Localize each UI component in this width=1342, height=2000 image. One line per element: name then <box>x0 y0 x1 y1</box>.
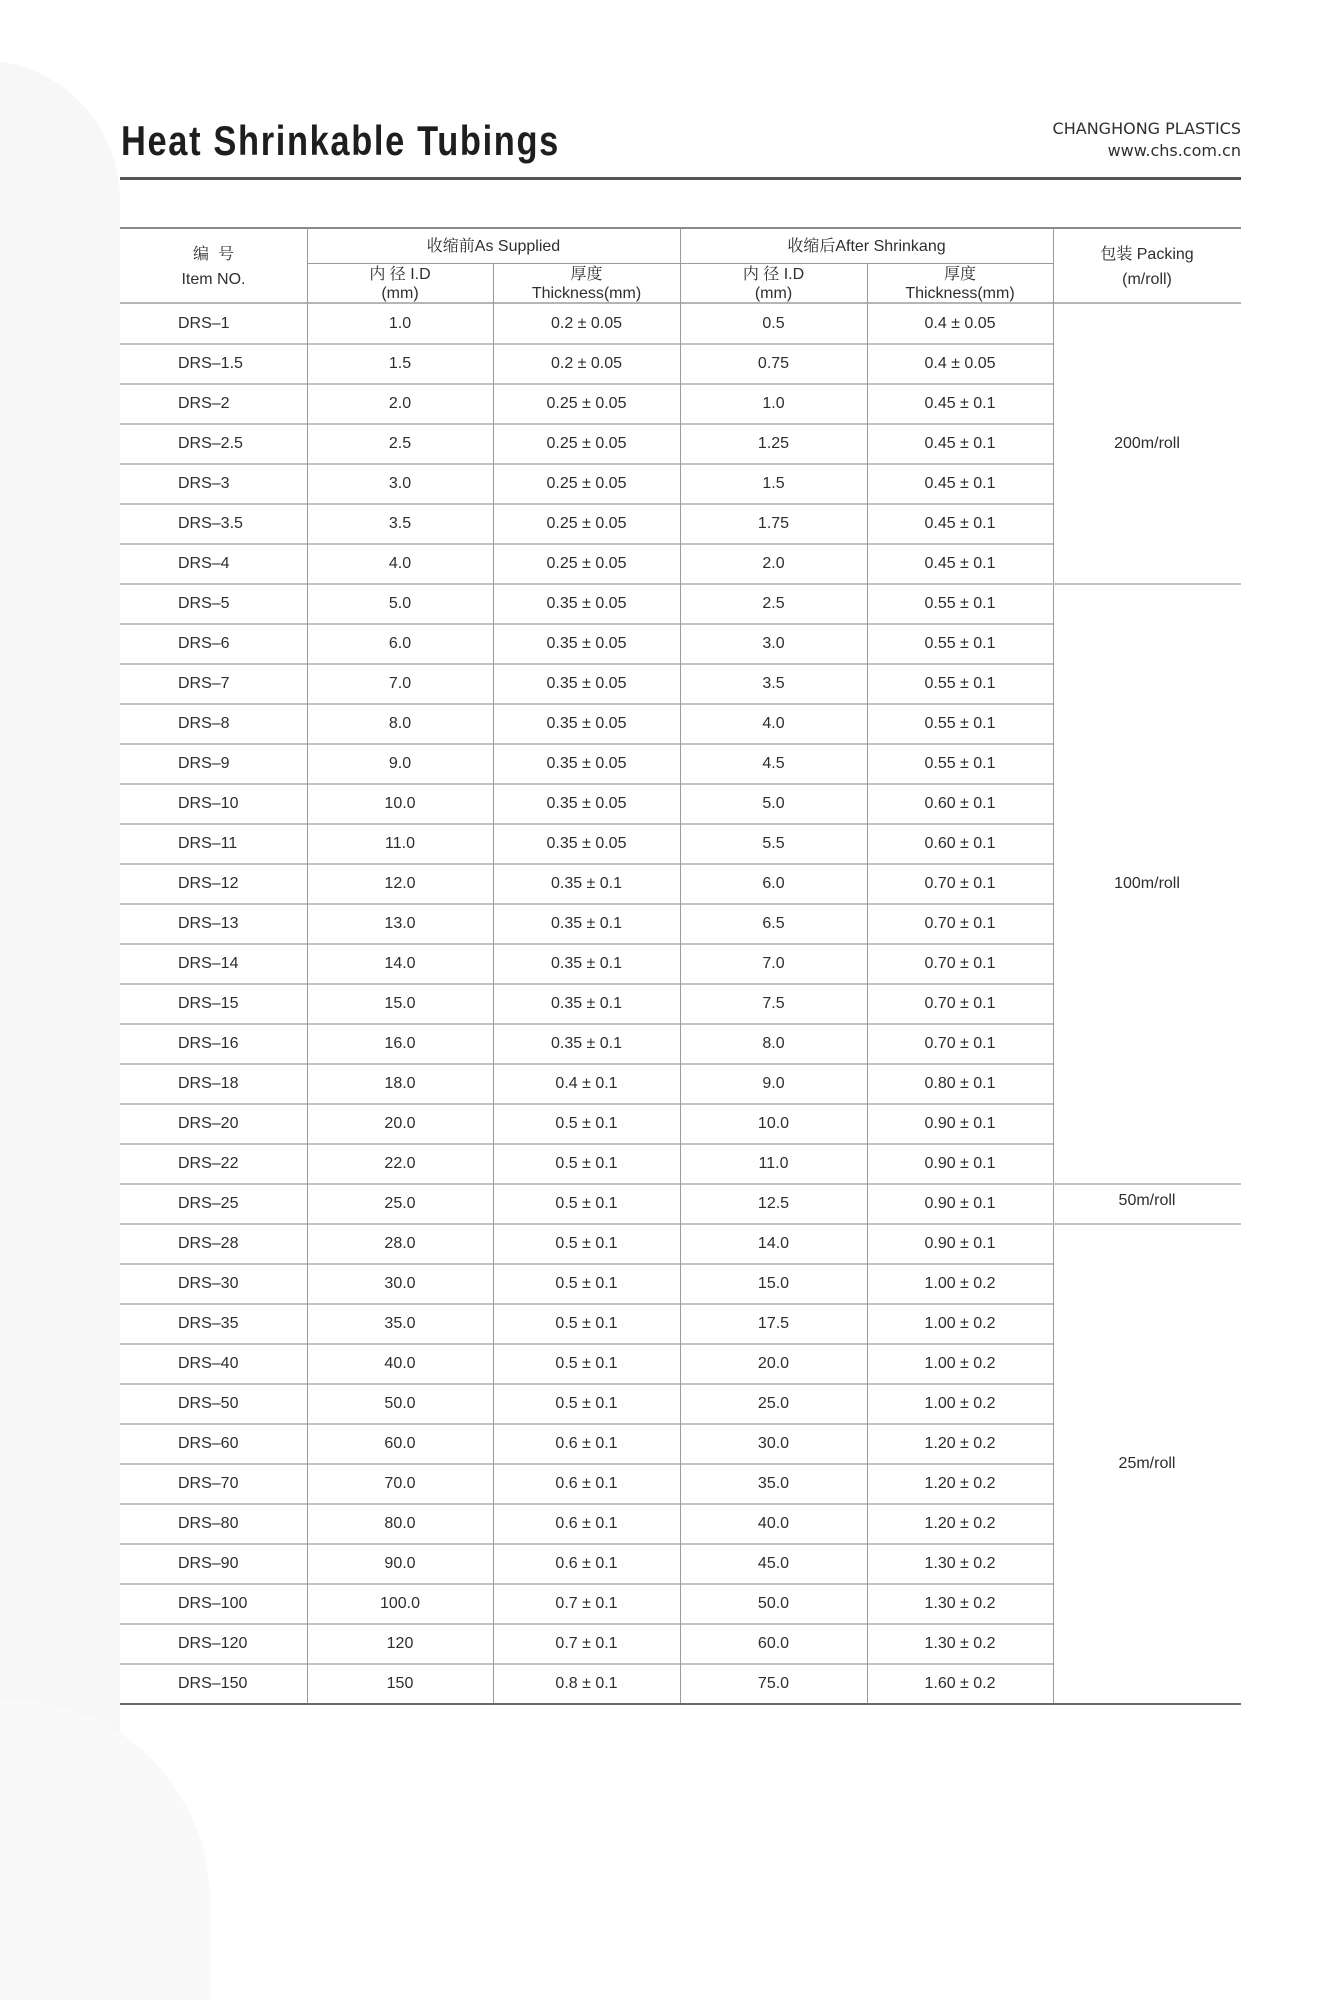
packing-label: 100m/roll <box>1114 875 1180 892</box>
cell-supplied-id: 80.0 <box>384 1515 416 1532</box>
cell-supplied-thickness: 0.5 ± 0.1 <box>555 1155 618 1172</box>
cell-after-id: 3.5 <box>762 675 785 692</box>
table-row <box>120 1304 1053 1344</box>
cell-item-no: DRS–100 <box>178 1595 248 1612</box>
column-divider <box>680 304 681 1704</box>
cell-supplied-id: 1.5 <box>388 355 412 372</box>
cell-after-thickness: 1.20 ± 0.2 <box>924 1515 996 1532</box>
cell-after-thickness: 0.55 ± 0.1 <box>924 715 996 732</box>
cell-supplied-thickness: 0.35 ± 0.1 <box>550 955 623 972</box>
cell-after-id: 0.75 <box>757 355 790 372</box>
cell-item-no: DRS–14 <box>178 955 239 972</box>
cell-supplied-thickness: 0.5 ± 0.1 <box>555 1115 618 1132</box>
cell-after-thickness: 0.70 ± 0.1 <box>924 915 996 932</box>
cell-supplied-id: 3.0 <box>388 475 412 492</box>
cell-item-no: DRS–1.5 <box>178 355 243 372</box>
cell-after-id: 1.75 <box>757 515 790 532</box>
table-row <box>120 1264 1053 1304</box>
packing-label: 200m/roll <box>1114 435 1180 452</box>
header-after-shrinking <box>680 229 1053 263</box>
header-supplied-thickness <box>493 264 680 304</box>
header-after-thickness <box>867 264 1053 304</box>
table-row <box>120 304 1053 344</box>
header-divider <box>867 263 868 304</box>
cell-after-thickness: 0.90 ± 0.1 <box>924 1115 996 1132</box>
cell-supplied-id: 120 <box>386 1635 414 1652</box>
packing-label: 50m/roll <box>1118 1192 1176 1209</box>
cell-supplied-id: 35.0 <box>384 1315 416 1332</box>
cell-supplied-id: 1.0 <box>388 315 412 332</box>
cell-item-no: DRS–18 <box>178 1075 239 1092</box>
table-row <box>120 1424 1053 1464</box>
header-after-id-cn: 内 径 I.D <box>742 266 805 283</box>
cell-supplied-thickness: 0.35 ± 0.1 <box>550 915 623 932</box>
cell-after-id: 20.0 <box>757 1355 790 1372</box>
cell-supplied-id: 5.0 <box>388 595 412 612</box>
table-row <box>120 1024 1053 1064</box>
cell-supplied-thickness: 0.25 ± 0.05 <box>546 475 627 492</box>
cell-item-no: DRS–50 <box>178 1395 239 1412</box>
table-row <box>120 904 1053 944</box>
cell-supplied-thickness: 0.7 ± 0.1 <box>555 1595 618 1612</box>
cell-after-thickness: 1.00 ± 0.2 <box>924 1395 996 1412</box>
cell-supplied-thickness: 0.25 ± 0.05 <box>546 555 627 572</box>
header-packing-label: 包装 Packing <box>1100 245 1194 263</box>
header-after-shrinking-label: 收缩后After Shrinkang <box>787 237 946 255</box>
cell-after-thickness: 0.60 ± 0.1 <box>924 835 996 852</box>
header-after-thickness-en: Thickness(mm) <box>905 285 1015 302</box>
header-item-no <box>120 229 307 304</box>
cell-item-no: DRS–22 <box>178 1155 239 1172</box>
page-curl-shadow-lower <box>0 1700 210 2000</box>
table-row <box>120 864 1053 904</box>
cell-item-no: DRS–10 <box>178 795 239 812</box>
cell-supplied-id: 2.0 <box>388 395 412 412</box>
header-supplied-id-unit: (mm) <box>381 285 419 302</box>
cell-after-thickness: 0.55 ± 0.1 <box>924 595 996 612</box>
cell-after-id: 25.0 <box>757 1395 790 1412</box>
cell-item-no: DRS–9 <box>178 755 230 772</box>
column-divider <box>493 304 494 1704</box>
cell-supplied-id: 10.0 <box>384 795 416 812</box>
cell-supplied-id: 28.0 <box>384 1235 416 1252</box>
cell-supplied-thickness: 0.35 ± 0.05 <box>546 675 627 692</box>
cell-after-id: 14.0 <box>757 1235 790 1252</box>
cell-supplied-thickness: 0.25 ± 0.05 <box>546 435 627 452</box>
cell-item-no: DRS–30 <box>178 1275 239 1292</box>
table-row <box>120 1184 1053 1224</box>
table-row <box>120 1224 1053 1264</box>
table-row <box>120 664 1053 704</box>
cell-after-thickness: 1.00 ± 0.2 <box>924 1355 996 1372</box>
cell-supplied-id: 25.0 <box>384 1195 416 1212</box>
cell-item-no: DRS–4 <box>178 555 230 572</box>
header-packing <box>1053 229 1241 304</box>
cell-supplied-id: 70.0 <box>384 1475 416 1492</box>
cell-item-no: DRS–2.5 <box>178 435 243 452</box>
cell-after-id: 6.0 <box>762 875 785 892</box>
cell-supplied-thickness: 0.6 ± 0.1 <box>555 1555 618 1572</box>
cell-after-thickness: 1.30 ± 0.2 <box>924 1595 996 1612</box>
header-after-thickness-cn: 厚度 <box>943 266 976 283</box>
cell-supplied-thickness: 0.2 ± 0.05 <box>550 355 623 372</box>
header-packing-unit: (m/roll) <box>1122 270 1172 288</box>
cell-item-no: DRS–8 <box>178 715 230 732</box>
cell-item-no: DRS–150 <box>178 1675 248 1692</box>
cell-item-no: DRS–3 <box>178 475 230 492</box>
header-divider <box>680 229 681 304</box>
cell-after-id: 11.0 <box>758 1155 789 1172</box>
cell-after-id: 5.5 <box>762 835 785 852</box>
table-row <box>120 984 1053 1024</box>
cell-after-id: 75.0 <box>757 1675 790 1692</box>
table-row <box>120 464 1053 504</box>
company-block <box>1053 118 1241 162</box>
table-row <box>120 1144 1053 1184</box>
cell-after-id: 1.0 <box>762 395 785 412</box>
table-row <box>120 744 1053 784</box>
cell-after-thickness: 0.70 ± 0.1 <box>924 1035 996 1052</box>
cell-supplied-id: 30.0 <box>384 1275 416 1292</box>
cell-supplied-id: 15.0 <box>384 995 416 1012</box>
cell-item-no: DRS–7 <box>178 675 230 692</box>
header-divider <box>493 263 494 304</box>
title-rule <box>120 177 1241 180</box>
table-row <box>120 1584 1053 1624</box>
spec-table <box>120 227 1241 1692</box>
cell-item-no: DRS–40 <box>178 1355 239 1372</box>
header-supplied-id <box>307 264 493 304</box>
cell-supplied-id: 14.0 <box>384 955 416 972</box>
cell-supplied-id: 8.0 <box>388 715 412 732</box>
cell-after-id: 2.0 <box>762 555 785 572</box>
table-row <box>120 544 1053 584</box>
cell-after-id: 40.0 <box>757 1515 790 1532</box>
cell-after-thickness: 1.20 ± 0.2 <box>924 1435 996 1452</box>
cell-supplied-thickness: 0.35 ± 0.1 <box>550 1035 623 1052</box>
header-item-cn: 编 号 <box>193 245 234 263</box>
cell-after-thickness: 0.90 ± 0.1 <box>924 1195 996 1212</box>
cell-after-thickness: 0.45 ± 0.1 <box>924 555 996 572</box>
cell-supplied-thickness: 0.35 ± 0.05 <box>546 635 627 652</box>
cell-after-id: 4.0 <box>762 715 785 732</box>
cell-item-no: DRS–5 <box>178 595 230 612</box>
cell-after-thickness: 0.55 ± 0.1 <box>924 635 996 652</box>
header-supplied-thickness-cn: 厚度 <box>570 266 603 283</box>
cell-supplied-thickness: 0.7 ± 0.1 <box>555 1635 618 1652</box>
page-title: Heat Shrinkable Tubings <box>121 117 560 164</box>
cell-after-id: 10.0 <box>757 1115 790 1132</box>
cell-after-thickness: 0.60 ± 0.1 <box>924 795 996 812</box>
cell-after-id: 3.0 <box>762 635 785 652</box>
cell-after-thickness: 1.00 ± 0.2 <box>924 1315 996 1332</box>
cell-supplied-id: 100.0 <box>379 1595 421 1612</box>
table-row <box>120 1664 1053 1704</box>
cell-after-thickness: 1.20 ± 0.2 <box>924 1475 996 1492</box>
cell-after-thickness: 0.70 ± 0.1 <box>924 875 996 892</box>
cell-item-no: DRS–16 <box>178 1035 239 1052</box>
cell-supplied-id: 4.0 <box>388 555 412 572</box>
cell-item-no: DRS–13 <box>178 915 239 932</box>
cell-after-id: 30.0 <box>757 1435 790 1452</box>
cell-item-no: DRS–35 <box>178 1315 239 1332</box>
cell-after-thickness: 0.45 ± 0.1 <box>924 395 996 412</box>
cell-supplied-id: 7.0 <box>388 675 412 692</box>
cell-supplied-thickness: 0.35 ± 0.05 <box>546 795 627 812</box>
cell-supplied-thickness: 0.35 ± 0.05 <box>546 755 627 772</box>
cell-after-thickness: 1.00 ± 0.2 <box>924 1275 996 1292</box>
cell-supplied-id: 11.0 <box>385 835 415 852</box>
table-row <box>120 504 1053 544</box>
cell-item-no: DRS–90 <box>178 1555 239 1572</box>
table-row <box>120 824 1053 864</box>
cell-after-id: 2.5 <box>762 595 785 612</box>
table-row <box>120 1064 1053 1104</box>
cell-supplied-thickness: 0.6 ± 0.1 <box>555 1515 618 1532</box>
cell-after-thickness: 0.80 ± 0.1 <box>924 1075 996 1092</box>
packing-group <box>1053 1184 1241 1224</box>
header-divider <box>307 229 308 304</box>
cell-item-no: DRS–28 <box>178 1235 239 1252</box>
cell-after-thickness: 0.90 ± 0.1 <box>924 1155 996 1172</box>
cell-item-no: DRS–120 <box>178 1635 248 1652</box>
company-name: CHANGHONG PLASTICS <box>1052 119 1241 138</box>
table-row <box>120 1504 1053 1544</box>
cell-after-id: 15.0 <box>757 1275 790 1292</box>
cell-after-id: 35.0 <box>757 1475 790 1492</box>
cell-supplied-id: 9.0 <box>388 755 412 772</box>
cell-supplied-thickness: 0.35 ± 0.1 <box>550 995 623 1012</box>
cell-supplied-id: 2.5 <box>388 435 412 452</box>
cell-supplied-thickness: 0.5 ± 0.1 <box>555 1275 618 1292</box>
cell-supplied-thickness: 0.35 ± 0.05 <box>546 715 627 732</box>
cell-supplied-id: 50.0 <box>384 1395 416 1412</box>
header-as-supplied <box>307 229 680 263</box>
table-row <box>120 704 1053 744</box>
cell-after-thickness: 1.60 ± 0.2 <box>924 1675 996 1692</box>
cell-after-id: 6.5 <box>762 915 785 932</box>
cell-supplied-thickness: 0.8 ± 0.1 <box>555 1675 618 1692</box>
cell-supplied-thickness: 0.5 ± 0.1 <box>555 1315 618 1332</box>
column-divider <box>867 304 868 1704</box>
table-row <box>120 584 1053 624</box>
cell-supplied-thickness: 0.5 ± 0.1 <box>555 1235 618 1252</box>
table-row <box>120 784 1053 824</box>
cell-supplied-id: 6.0 <box>388 635 412 652</box>
header-supplied-id-cn: 内 径 I.D <box>369 266 431 283</box>
table-row <box>120 944 1053 984</box>
packing-group <box>1053 304 1241 584</box>
table-row <box>120 344 1053 384</box>
cell-supplied-thickness: 0.35 ± 0.05 <box>546 595 627 612</box>
cell-supplied-id: 40.0 <box>384 1355 416 1372</box>
cell-supplied-id: 13.0 <box>384 915 416 932</box>
cell-supplied-id: 18.0 <box>384 1075 416 1092</box>
cell-supplied-id: 150 <box>386 1675 414 1692</box>
cell-after-id: 0.5 <box>762 315 785 332</box>
cell-supplied-thickness: 0.5 ± 0.1 <box>555 1195 618 1212</box>
cell-supplied-id: 20.0 <box>384 1115 416 1132</box>
cell-supplied-thickness: 0.5 ± 0.1 <box>555 1395 618 1412</box>
cell-supplied-id: 60.0 <box>384 1435 416 1452</box>
table-row <box>120 424 1053 464</box>
cell-supplied-id: 22.0 <box>384 1155 416 1172</box>
cell-item-no: DRS–1 <box>178 315 230 332</box>
header-as-supplied-label: 收缩前As Supplied <box>426 237 561 255</box>
table-row <box>120 1624 1053 1664</box>
table-row <box>120 1104 1053 1144</box>
cell-item-no: DRS–15 <box>178 995 239 1012</box>
cell-after-thickness: 1.30 ± 0.2 <box>924 1555 996 1572</box>
cell-after-id: 17.5 <box>757 1315 790 1332</box>
cell-supplied-id: 3.5 <box>388 515 412 532</box>
cell-after-id: 8.0 <box>762 1035 785 1052</box>
cell-supplied-thickness: 0.35 ± 0.1 <box>550 875 623 892</box>
cell-after-thickness: 0.45 ± 0.1 <box>924 475 996 492</box>
table-row <box>120 1344 1053 1384</box>
cell-after-thickness: 0.4 ± 0.05 <box>924 355 996 372</box>
cell-supplied-thickness: 0.2 ± 0.05 <box>550 315 623 332</box>
cell-item-no: DRS–60 <box>178 1435 239 1452</box>
cell-supplied-id: 90.0 <box>384 1555 416 1572</box>
cell-after-id: 50.0 <box>757 1595 790 1612</box>
cell-after-id: 60.0 <box>757 1635 790 1652</box>
cell-after-thickness: 0.45 ± 0.1 <box>924 435 996 452</box>
cell-after-thickness: 0.70 ± 0.1 <box>924 995 996 1012</box>
column-divider <box>307 304 308 1704</box>
page-curl-shadow <box>0 60 120 1960</box>
table-row <box>120 384 1053 424</box>
cell-after-id: 5.0 <box>762 795 785 812</box>
cell-after-id: 1.25 <box>757 435 790 452</box>
packing-group <box>1053 584 1241 1184</box>
cell-after-id: 4.5 <box>762 755 785 772</box>
cell-after-id: 9.0 <box>762 1075 785 1092</box>
cell-after-thickness: 0.70 ± 0.1 <box>924 955 996 972</box>
cell-item-no: DRS–25 <box>178 1195 239 1212</box>
header-item-en: Item NO. <box>181 270 246 288</box>
cell-item-no: DRS–70 <box>178 1475 239 1492</box>
header-after-id-unit: (mm) <box>754 285 793 302</box>
cell-after-id: 7.0 <box>762 955 785 972</box>
cell-after-thickness: 1.30 ± 0.2 <box>924 1635 996 1652</box>
cell-after-id: 7.5 <box>762 995 785 1012</box>
cell-after-thickness: 0.45 ± 0.1 <box>924 515 996 532</box>
cell-supplied-thickness: 0.25 ± 0.05 <box>546 395 627 412</box>
table-row <box>120 1464 1053 1504</box>
packing-label: 25m/roll <box>1118 1455 1176 1472</box>
cell-after-id: 45.0 <box>757 1555 790 1572</box>
cell-supplied-thickness: 0.4 ± 0.1 <box>555 1075 618 1092</box>
packing-group <box>1053 1224 1241 1704</box>
cell-item-no: DRS–3.5 <box>178 515 243 532</box>
header-supplied-thickness-en: Thickness(mm) <box>531 285 642 302</box>
company-website: www.chs.com.cn <box>1107 141 1241 160</box>
cell-item-no: DRS–11 <box>178 835 238 852</box>
cell-supplied-id: 16.0 <box>384 1035 416 1052</box>
cell-after-thickness: 0.55 ± 0.1 <box>924 755 996 772</box>
cell-supplied-thickness: 0.6 ± 0.1 <box>555 1435 618 1452</box>
table-bottom-rule <box>120 1703 1241 1705</box>
header-after-id <box>680 264 867 304</box>
cell-item-no: DRS–6 <box>178 635 230 652</box>
cell-item-no: DRS–80 <box>178 1515 239 1532</box>
cell-after-id: 12.5 <box>757 1195 790 1212</box>
cell-after-thickness: 0.4 ± 0.05 <box>924 315 996 332</box>
cell-supplied-thickness: 0.6 ± 0.1 <box>555 1475 618 1492</box>
cell-after-id: 1.5 <box>762 475 785 492</box>
table-row <box>120 1384 1053 1424</box>
table-row <box>120 1544 1053 1584</box>
header-divider <box>1053 229 1054 304</box>
cell-item-no: DRS–2 <box>178 395 230 412</box>
cell-supplied-id: 12.0 <box>384 875 416 892</box>
cell-after-thickness: 0.55 ± 0.1 <box>924 675 996 692</box>
cell-item-no: DRS–20 <box>178 1115 239 1132</box>
cell-supplied-thickness: 0.5 ± 0.1 <box>555 1355 618 1372</box>
cell-supplied-thickness: 0.25 ± 0.05 <box>546 515 627 532</box>
table-header <box>120 227 1241 304</box>
cell-after-thickness: 0.90 ± 0.1 <box>924 1235 996 1252</box>
table-row <box>120 624 1053 664</box>
cell-supplied-thickness: 0.35 ± 0.05 <box>546 835 627 852</box>
cell-item-no: DRS–12 <box>178 875 239 892</box>
